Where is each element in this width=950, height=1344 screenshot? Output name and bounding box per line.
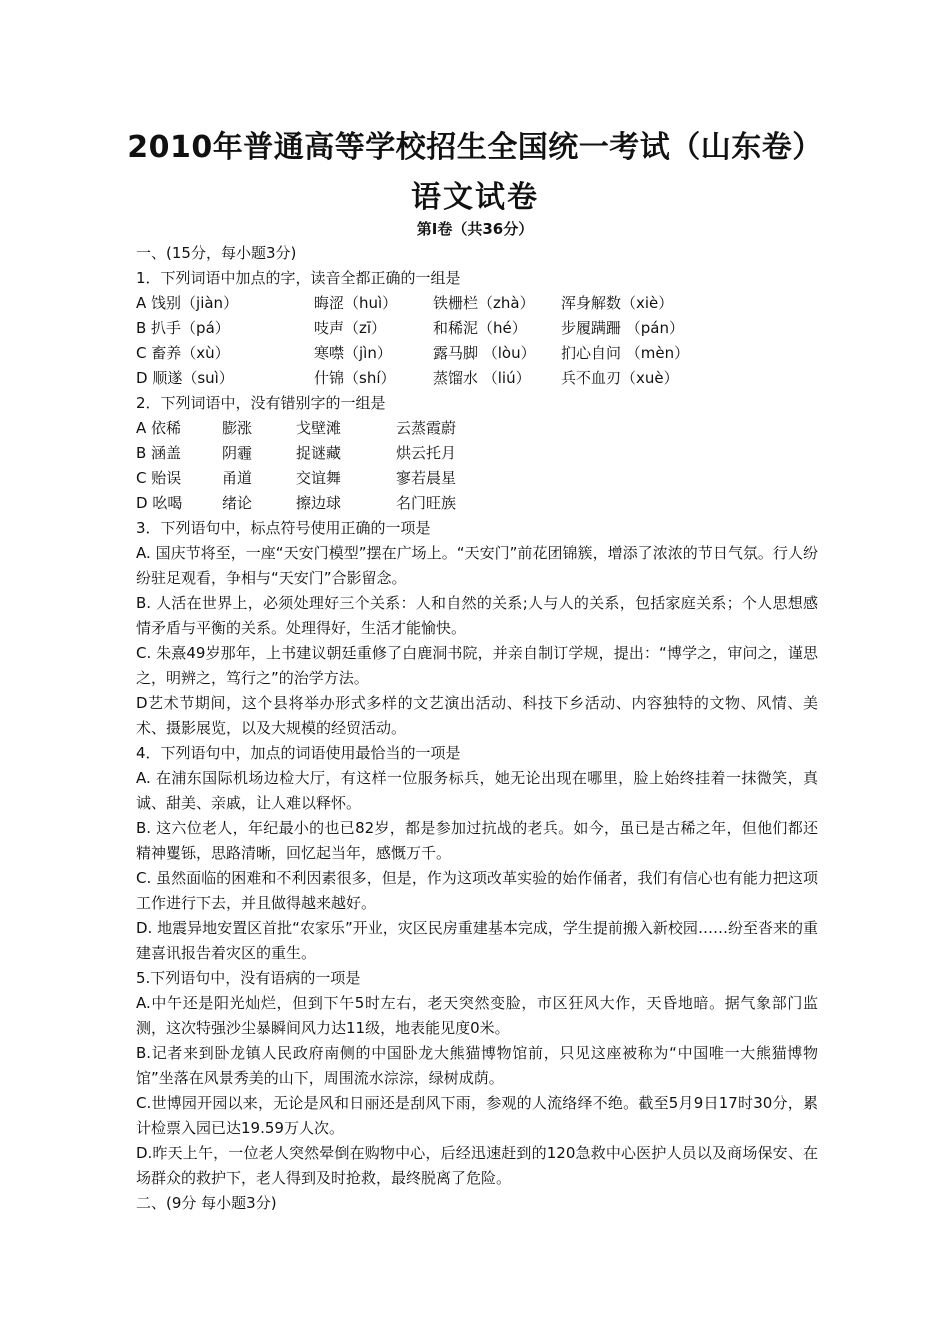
option-cell: D 顺遂（suì） [136,369,234,387]
exam-title: 2010年普通高等学校招生全国统一考试（山东卷） [127,130,823,165]
option-cell: 捉谜藏 [296,444,342,462]
option-cell: B 扒手（pá） [136,319,230,337]
question-5-option-c: C.世博园开园以来，无论是风和日丽还是刮风下雨，参观的人流络绎不绝。截至5月9日17时30分，累计检票入园已达19.59万人次。 [136,1094,818,1137]
option-cell: 交谊舞 [296,469,342,487]
section-heading-1: 一、(15分，每小题3分) [136,244,297,262]
section-heading-2: 二、(9分 每小题3分) [136,1194,277,1212]
option-cell: 什锦（shí） [314,369,396,387]
option-cell: C 畜养（xù） [136,344,230,362]
option-cell: 阴霾 [222,444,253,462]
question-3-option-b: B. 人活在世界上，必须处理好三个关系：人和自然的关系;人与人的关系，包括家庭关系；个人思想感情矛盾与平衡的关系。处理得好，生活才能愉快。 [136,594,818,637]
question-2-option-d [136,491,818,516]
question-4-option-b: B. 这六位老人，年纪最小的也已82岁，都是参加过抗战的老兵。如今，虽已是古稀之年，但他们都还精神矍铄，思路清晰，回忆起当年，感慨万千。 [136,819,818,862]
option-cell: 浑身解数（xiè） [561,294,674,312]
option-cell: 云蒸霞蔚 [396,419,457,437]
question-1-option-b [136,316,818,341]
question-2-option-a [136,416,818,441]
option-cell: B 涵盖 [136,444,182,462]
question-2-option-c [136,466,818,491]
option-cell: 擦边球 [296,494,342,512]
question-3-stem: 3．下列语句中，标点符号使用正确的一项是 [136,519,431,537]
option-cell: 兵不血刃（xuè） [561,369,679,387]
volume-heading: 第Ⅰ卷（共36分） [416,220,534,238]
option-cell: 扪心自问 （mèn） [561,344,690,362]
question-2-option-b [136,441,818,466]
question-1-stem: 1．下列词语中加点的字，读音全都正确的一组是 [136,269,461,287]
option-cell: 寒噤（jìn） [314,344,392,362]
option-cell: 晦涩（huì） [314,294,398,312]
option-cell: C 贻误 [136,469,182,487]
option-cell: 名门旺族 [396,494,457,512]
option-cell: 寥若晨星 [396,469,457,487]
question-2-stem: 2．下列词语中，没有错别字的一组是 [136,394,386,412]
question-3-option-d: D艺术节期间，这个县将举办形式多样的文艺演出活动、科技下乡活动、内容独特的文物、风情、美术、摄影展览，以及大规模的经贸活动。 [136,694,818,737]
option-cell: 绪论 [222,494,253,512]
question-4-option-c: C. 虽然面临的困难和不利因素很多，但是，作为这项改革实验的始作俑者，我们有信心也有能力把这项工作进行下去，并且做得越来越好。 [136,869,818,912]
option-cell: A 依稀 [136,419,182,437]
option-cell: A 饯别（jiàn） [136,294,239,312]
option-cell: 露马脚 （lòu） [433,344,536,362]
question-1-option-c [136,341,818,366]
question-4-option-d: D. 地震异地安置区首批“农家乐”开业，灾区民房重建基本完成，学生提前搬入新校园……纷至沓来的重建喜讯报告着灾区的重生。 [136,919,818,962]
option-cell: 铁栅栏（zhà） [433,294,535,312]
option-cell: 烘云托月 [396,444,457,462]
option-cell: 膨涨 [222,419,253,437]
exam-body [136,241,818,1216]
question-5-option-d: D.昨天上午，一位老人突然晕倒在购物中心，后经迅速赶到的120急救中心医护人员以及商场保安、在场群众的救护下，老人得到及时抢救，最终脱离了危险。 [136,1144,818,1187]
question-4-stem: 4．下列语句中，加点的词语使用最恰当的一项是 [136,744,461,762]
question-4-option-a: A. 在浦东国际机场边检大厅，有这样一位服务标兵，她无论出现在哪里，脸上始终挂着一抹微笑，真诚、甜美、亲戚，让人难以释怀。 [136,769,818,812]
question-5-option-b: B.记者来到卧龙镇人民政府南侧的中国卧龙大熊猫博物馆前，只见这座被称为“中国唯一大熊猫博物馆”坐落在风景秀美的山下，周围流水淙淙，绿树成荫。 [136,1044,818,1087]
question-1-option-a [136,291,818,316]
option-cell: 步履蹒跚 （pán） [561,319,684,337]
option-cell: 甬道 [222,469,253,487]
option-cell: 戈壁滩 [296,419,342,437]
option-cell: D 吆喝 [136,494,183,512]
exam-subtitle: 语文试卷 [411,180,539,215]
question-5-option-a: A.中午还是阳光灿烂，但到下午5时左右，老天突然变脸，市区狂风大作，天昏地暗。据气象部门监测，这次特强沙尘暴瞬间风力达11级，地表能见度0米。 [136,994,818,1037]
question-1-option-d [136,366,818,391]
option-cell: 和稀泥（hé） [433,319,527,337]
question-5-stem: 5.下列语句中，没有语病的一项是 [136,969,361,987]
option-cell: 吱声（zī） [314,319,387,337]
question-3-option-c: C. 朱熹49岁那年，上书建议朝廷重修了白鹿洞书院，并亲自制订学规，提出：“博学之，审问之，谨思之，明辨之，笃行之”的治学方法。 [136,644,818,687]
question-3-option-a: A. 国庆节将至，一座“天安门模型”摆在广场上。“天安门”前花团锦簇，增添了浓浓的节日气氛。行人纷纷驻足观看，争相与“天安门”合影留念。 [136,544,818,587]
option-cell: 蒸馏水 （liú） [433,369,531,387]
